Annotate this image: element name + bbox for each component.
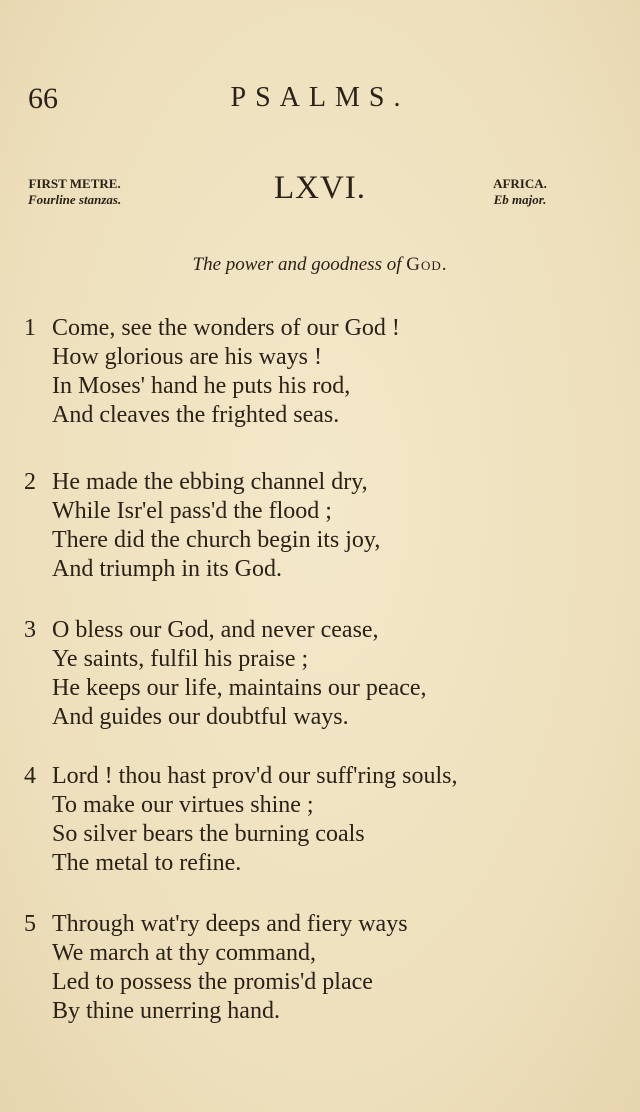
verse-line: How glorious are his ways ! [52,344,322,370]
metre-label: FIRST METRE. [28,176,121,191]
page-number: 66 [28,82,58,115]
verse-line: In Moses' hand he puts his rod, [52,373,351,399]
stanza-1 [24,314,604,430]
stanza-form-label: Fourline stanzas. [28,192,122,207]
verse-line: Lord ! thou hast prov'd our suff'ring souls, [52,763,458,789]
psalm-number: LXVI. [273,170,367,206]
key-label: Eb major. [493,192,547,207]
subtitle-divine-name: God. [406,254,448,275]
tune-info [482,176,558,208]
verse-line: Led to possess the promis'd place [52,969,373,995]
stanza-number: 3 [24,617,36,643]
stanza-5 [24,910,604,1026]
stanza-number: 5 [24,911,36,937]
verse-line: Come, see the wonders of our God ! [52,315,400,341]
verse-line: And cleaves the frighted seas. [52,402,340,428]
verse-line: O bless our God, and never cease, [52,617,379,643]
verse-line: While Isr'el pass'd the flood ; [52,498,332,524]
verse-line: The metal to refine. [52,850,242,876]
page-header [0,82,640,122]
verse-line: So silver bears the burning coals [52,821,365,847]
subtitle-text: The power and goodness of [192,254,407,275]
psalm-subtitle [0,254,640,276]
verse-line: He keeps our life, maintains our peace, [52,675,427,701]
stanza-number: 2 [24,469,36,495]
verse-line: There did the church begin its joy, [52,527,381,553]
verse-line: And triumph in its God. [52,556,283,582]
tune-name: AFRICA. [493,176,547,191]
verse-line: And guides our doubtful ways. [52,704,349,730]
stanza-2 [24,468,604,584]
verse-line: To make our virtues shine ; [52,792,314,818]
stanza-3 [24,616,604,732]
verse-line: Through wat'ry deeps and fiery ways [52,911,408,937]
stanza-number: 1 [24,315,36,341]
verse-line: He made the ebbing channel dry, [52,469,368,495]
running-title: PSALMS. [230,82,410,113]
stanza-4 [24,762,604,878]
verse-line: Ye saints, fulfil his praise ; [52,646,309,672]
stanza-number: 4 [24,763,36,789]
verse-line: By thine unerring hand. [52,998,280,1024]
verse-line: We march at thy command, [52,940,316,966]
